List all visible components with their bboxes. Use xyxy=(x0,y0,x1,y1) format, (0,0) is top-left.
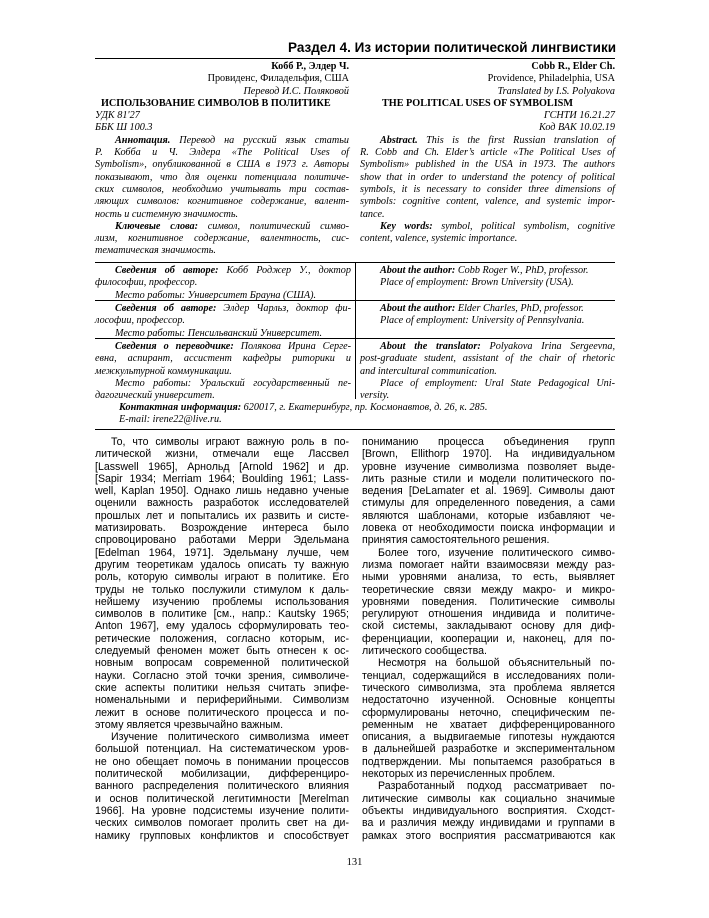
body-line: Разработанный подход рассматривает по- xyxy=(378,780,615,793)
left-abstract-line: ских символов, необходимо учитывать три состав- xyxy=(95,183,349,195)
right-abstract-label: Abstract. xyxy=(380,134,418,146)
body-line: ской системы, закладывают основу для диф- xyxy=(362,620,615,633)
contact-email: E-mail: irene22@live.ru. xyxy=(119,414,222,426)
body-line: [Sapir 1934; Merriam 1964; Boulding 1961; Lass- xyxy=(95,472,349,485)
info-text: and intercultural communication. xyxy=(360,365,497,377)
body-line: ведения [DeLamater et al. 1969]. Символы дают xyxy=(362,485,615,498)
body-line: этому является чрезвычайно важным. xyxy=(95,718,284,731)
left-abstract-line: ность и системную значимость. xyxy=(95,208,239,220)
body-line: оценили важность разработок исследователей xyxy=(95,497,349,510)
body-line: не оно обещает помочь в понимании процессов xyxy=(95,755,349,768)
right-abstract-line: show that in order to understand the potency of political xyxy=(360,171,615,183)
body-line: ференциации, кооперации и, наконец, для по- xyxy=(362,632,615,645)
right-gnti: ГСНТИ 16.21.27 xyxy=(543,110,615,122)
page-header xyxy=(0,36,709,60)
right-article-title: THE POLITICAL USES OF SYMBOLISM xyxy=(382,97,573,109)
body-line: новным вопросам современной политической xyxy=(95,657,349,670)
info-row-author-2 xyxy=(95,300,615,337)
page-number: 131 xyxy=(346,857,363,868)
contact-label: Контактная информация: xyxy=(119,402,242,413)
body-line: литической жизни, отмечали еще Ласcвел xyxy=(95,448,349,461)
right-abstract-line: Symbolism» published in the USA in 1973. The authors xyxy=(360,159,615,171)
left-translator: Перевод И.С. Поляковой xyxy=(243,85,349,97)
info-label: About the translator: xyxy=(380,341,481,352)
right-place: Providence, Philadelphia, USA xyxy=(487,73,615,85)
left-abstract-line: Перевод на русский язык статьи xyxy=(170,134,349,146)
info-text: Элдер Чарльз, доктор фи- xyxy=(216,303,351,314)
right-keywords-line: symbol, political symbolism, cognitive xyxy=(432,220,615,232)
left-keywords xyxy=(95,221,349,258)
body-line: символов в политике [см., напр.: Kautsky 1965; xyxy=(95,608,349,621)
right-keywords xyxy=(360,221,615,246)
body-line: другим теоретикам удалось описать ту важную xyxy=(95,558,349,571)
body-line: well, Kaplan 1950]. Однако лишь недавно ученые xyxy=(95,485,349,498)
left-keywords-line: лизм, когнитивное содержание, валентность, сис- xyxy=(95,233,349,245)
body-line: лежит в основе политического процесса и по- xyxy=(95,706,349,719)
section-title: Раздел 4. Из истории политической лингвистики xyxy=(288,40,616,55)
left-abstract xyxy=(95,135,349,221)
info-text: евна, аспирант, ассистент кафедры риторики и xyxy=(95,353,351,365)
info-place: Место работы: Уральский государственный пе- xyxy=(115,377,351,389)
translator-en xyxy=(360,341,615,402)
body-line: в дальнейшей разработке и экспериментальном xyxy=(362,743,615,756)
info-text: лософии, профессор. xyxy=(95,315,185,327)
right-abstract-line: tance. xyxy=(360,208,385,220)
body-line: стимулы для определенного поведения, а сами xyxy=(362,497,615,510)
body-line: ными уровнями анализа, то есть, выявляет xyxy=(362,571,615,584)
info-place: дагогический университет. xyxy=(95,390,215,402)
body-line: лизма помогает найти взаимосвязи между раз- xyxy=(362,558,615,571)
body-line: тического символизма, эта проблема является xyxy=(362,681,615,694)
right-keywords-line: content, valence, systemic importance. xyxy=(360,233,518,245)
info-place: Place of employment: Brown University (USA). xyxy=(380,277,574,289)
body-line: следуемый феномен может быть отнесен к ос- xyxy=(95,645,349,658)
left-meta xyxy=(95,61,349,258)
body-line: Изучение политического символизма имеет xyxy=(111,731,349,744)
left-abstract-line: Symbolism», опубликованной в США в 1973 г. Авторы xyxy=(95,159,349,171)
body-line: роль, которую символы играют в политике. Его xyxy=(95,571,349,584)
body-line: прошлых лет и попытались их развить и систе- xyxy=(95,509,349,522)
right-translator: Translated by I.S. Polyakova xyxy=(497,85,615,97)
body-line: ретические положения, согласно которым, ис- xyxy=(95,632,349,645)
info-place: Place of employment: Ural State Pedagogical Uni- xyxy=(380,377,615,389)
body-column-right xyxy=(362,436,615,842)
info-label: Сведения о переводчике: xyxy=(115,341,234,352)
info-row-translator xyxy=(95,338,615,401)
left-keywords-label: Ключевые слова: xyxy=(115,220,199,232)
body-line: лить разные стили и модели политического по- xyxy=(362,472,615,485)
body-line: науки. Согласно этой точки зрения, символиче- xyxy=(95,669,349,682)
info-place: Место работы: Пенсильванский Университет. xyxy=(115,327,323,339)
left-bbk: ББК Ш 100.3 xyxy=(95,122,153,134)
left-authors: Кобб Р., Элдер Ч. xyxy=(271,61,349,72)
body-line: нейшему изучению проблемы использования xyxy=(95,595,349,608)
header-rule xyxy=(95,58,615,59)
right-abstract xyxy=(360,135,615,221)
body-line: некоторых из перечисленных проблем. xyxy=(362,768,556,781)
info-row-author-1 xyxy=(95,262,615,299)
translator-ru xyxy=(95,341,351,402)
body-line: ловека от необходимости поиска информации и xyxy=(362,522,615,535)
body-column-left xyxy=(95,436,349,842)
info-label: About the author: xyxy=(380,303,456,314)
right-meta xyxy=(360,61,615,245)
info-text: post-graduate student, assistant of the chair of rhetoric xyxy=(360,353,615,365)
body-line: спровоцировано работами Мерри Эдельмана xyxy=(95,534,349,547)
body-line: номенальными и периферийными. Символизм xyxy=(95,694,349,707)
body-line: [Lasswell 1965], Арнольд [Arnold 1962] и др. xyxy=(95,460,349,473)
info-label: About the author: xyxy=(380,265,456,276)
body-line: большой потенциал. На систематическом уров- xyxy=(95,743,349,756)
right-abstract-line: R. Cobb and Ch. Elder’s article «The Political Uses of xyxy=(360,147,615,159)
body-line: Несмотря на большой объяснительный по- xyxy=(378,657,615,670)
body-line: ческих символов помогает пролить свет на ди- xyxy=(95,817,349,830)
body-line: труды не только послужили стимулом к даль- xyxy=(95,583,349,596)
body-line: уровнями поведения. Политические символы xyxy=(362,595,615,608)
right-abstract-line: This is the first Russian translation of xyxy=(417,134,615,146)
right-vak: Код ВАК 10.02.19 xyxy=(538,122,615,134)
info-text: Кобб Роджер У., доктор xyxy=(218,265,351,276)
body-line: литические символы как социально значимые xyxy=(362,792,615,805)
author-1-en xyxy=(360,265,615,290)
body-line: подтверждении. Мы попытаемся разобраться в xyxy=(362,755,615,768)
body-line: ва и различия между индивидами и группами в xyxy=(362,817,615,830)
body-line: То, что символы играют важную роль в по- xyxy=(111,436,349,448)
info-label: Сведения об авторе: xyxy=(115,265,219,276)
info-text: Cobb Roger W., PhD, professor. xyxy=(455,265,589,276)
body-line: уровне изучение символизма позволяет выде- xyxy=(362,460,615,473)
body-line: объекты индивидуального восприятия. Сходст- xyxy=(362,804,615,817)
right-keywords-label: Key words: xyxy=(380,220,433,232)
contact-info xyxy=(95,402,615,427)
left-place: Провиденс, Филадельфия, США xyxy=(207,73,349,85)
right-abstract-line: symbols, it is necessary to consider three dimensions of xyxy=(360,183,615,195)
info-text: Polyakova Irina Sergeevna, xyxy=(480,341,615,352)
left-abstract-line: Р. Кобба и Ч. Элдера «The Political Uses of xyxy=(95,147,349,159)
info-text: межкультурной коммуникации. xyxy=(95,365,232,377)
body-line: матизировать. Возрождение интереса было xyxy=(95,522,349,535)
body-line: теоретические связи между макро- и микро- xyxy=(362,583,615,596)
body-line: 1966]. На уровне подсистемы изучение полити- xyxy=(95,804,349,817)
left-abstract-line: показывают, что для оценки потенциала политиче- xyxy=(95,171,349,183)
left-abstract-label: Аннотация. xyxy=(115,134,171,146)
info-bottom-rule xyxy=(95,429,615,430)
body-line: рамках этого восприятия рассматриваются как xyxy=(362,829,615,842)
contact-address: 620017, г. Екатеринбург, пр. Космонавтов, д. 26, к. 285. xyxy=(241,402,488,413)
body-line: ванного распределения политического влияния xyxy=(95,780,349,793)
body-line: Anton 1967], ему удалось сформулировать тео- xyxy=(95,620,349,633)
left-keywords-line: тематическая значимость. xyxy=(95,245,216,257)
info-text: Elder Charles, PhD, professor. xyxy=(455,303,584,314)
body-line: [Brown, Ellithorp 1970]. На индивидуальном xyxy=(362,448,615,461)
left-abstract-line: ляющих символов: когнитивное содержание, валент- xyxy=(95,196,349,208)
body-line: литического сообщества. xyxy=(362,645,487,658)
body-line: пониманию процесса объединения групп xyxy=(362,436,615,448)
info-place: versity. xyxy=(360,390,390,402)
body-line: [Edelman 1964, 1971]. Эдельману лучше, чем xyxy=(95,546,349,559)
right-abstract-line: symbols: cognitive content, valence, and systemic impor- xyxy=(360,196,615,208)
right-authors: Cobb R., Elder Ch. xyxy=(531,61,615,72)
left-article-title: ИСПОЛЬЗОВАНИЕ СИМВОЛОВ В ПОЛИТИКЕ xyxy=(101,97,331,109)
info-text: Полякова Ирина Серге- xyxy=(233,341,352,352)
info-text: философии, профессор. xyxy=(95,277,198,289)
body-line: описания, а выдвигаемые гипотезы нуждаются xyxy=(362,731,615,744)
body-line: тенциал, содержащийся в исследованиях поли- xyxy=(362,669,615,682)
body-line: являются шаблонами, которые избавляют че- xyxy=(362,509,615,522)
info-label: Сведения об авторе: xyxy=(115,303,217,314)
body-line: намику групповых конфликтов и способствует xyxy=(95,829,349,842)
info-place: Место работы: Университет Брауна (США). xyxy=(115,289,317,301)
body-line: регулируют отношения индивида и политиче- xyxy=(362,608,615,621)
author-1-ru xyxy=(95,265,351,302)
info-place: Place of employment: University of Pennsylvania. xyxy=(380,315,585,327)
body-line: ременным не хватает дифференцированного xyxy=(362,718,615,731)
body-line: политической мобилизации, дифференциро- xyxy=(95,768,349,781)
left-udk: УДК 81'27 xyxy=(95,110,140,122)
body-line: и основ политической легитимности [Merelman xyxy=(95,792,349,805)
body-line: принятия самостоятельного решения. xyxy=(362,534,550,547)
body-line: недостаточно изученной. Основные концепты xyxy=(362,694,615,707)
body-line: сформулированы неточно, специфическим пе- xyxy=(362,706,615,719)
left-keywords-line: символ, политический симво- xyxy=(198,220,349,232)
body-line: ские аспекты политики нельзя считать эпифе- xyxy=(95,681,349,694)
author-2-ru xyxy=(95,303,351,340)
body-line: Более того, изучение политического симво- xyxy=(378,546,615,559)
author-2-en xyxy=(360,303,615,328)
